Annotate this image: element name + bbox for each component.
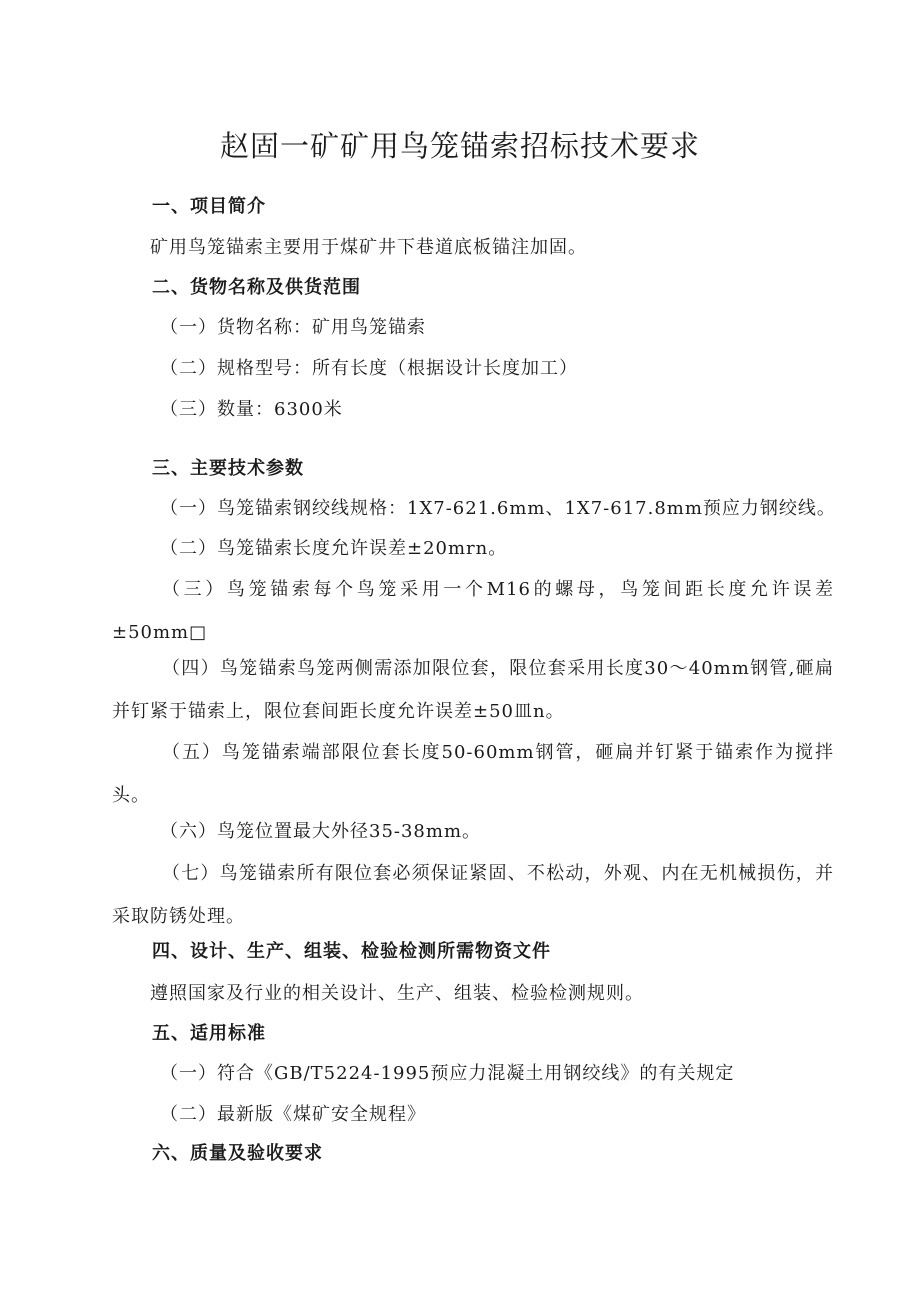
section-3-item-1: （一）鸟笼锚索钢绞线规格：1X7-621.6mm、1X7-617.8mm预应力钢绞线。 — [160, 498, 836, 519]
section-1-heading: 一、项目简介 — [152, 196, 266, 217]
section-5-item-2: （二）最新版《煤矿安全规程》 — [160, 1104, 426, 1125]
section-4-text: 遵照国家及行业的相关设计、生产、组装、检验检测规则。 — [150, 983, 644, 1004]
section-5-item-1: （一）符合《GB/T5224-1995预应力混凝土用钢绞线》的有关规定 — [160, 1063, 735, 1084]
section-2-item-1: （一）货物名称：矿用鸟笼锚索 — [160, 317, 426, 338]
document-title: 赵固一矿矿用鸟笼锚索招标技术要求 — [219, 129, 700, 163]
section-3-item-6: （六）鸟笼位置最大外径35-38mm。 — [160, 821, 482, 842]
section-3-item-5: （五）鸟笼锚索端部限位套长度50-60mm钢管，砸扁并钉紧于锚索作为搅拌头。 — [112, 742, 834, 806]
section-3-heading: 三、主要技术参数 — [152, 458, 304, 479]
section-6-heading: 六、质量及验收要求 — [152, 1143, 323, 1164]
section-3-item-3: （三）鸟笼锚索每个鸟笼采用一个M16的螺母，鸟笼间距长度允许误差±50mm□ — [112, 579, 834, 643]
section-3-item-2: （二）鸟笼锚索长度允许误差±20mrn。 — [160, 538, 508, 559]
section-3-item-7: （七）鸟笼锚索所有限位套必须保证紧固、不松动，外观、内在无机械损伤，并采取防锈处理。 — [112, 863, 834, 927]
section-5-heading: 五、适用标准 — [152, 1023, 266, 1044]
section-1-text: 矿用鸟笼锚索主要用于煤矿井下巷道底板锚注加固。 — [150, 237, 587, 258]
section-4-heading: 四、设计、生产、组装、检验检测所需物资文件 — [152, 941, 551, 962]
section-3-item-4: （四）鸟笼锚索鸟笼两侧需添加限位套，限位套采用长度30～40mm钢管,砸扁并钉紧于锚索上，限位套间距长度允许误差±50皿n。 — [112, 658, 834, 722]
section-2-item-3: （三）数量：6300米 — [160, 399, 343, 420]
section-2-item-2: （二）规格型号：所有长度（根据设计长度加工） — [160, 358, 578, 379]
section-2-heading: 二、货物名称及供货范围 — [152, 277, 361, 298]
